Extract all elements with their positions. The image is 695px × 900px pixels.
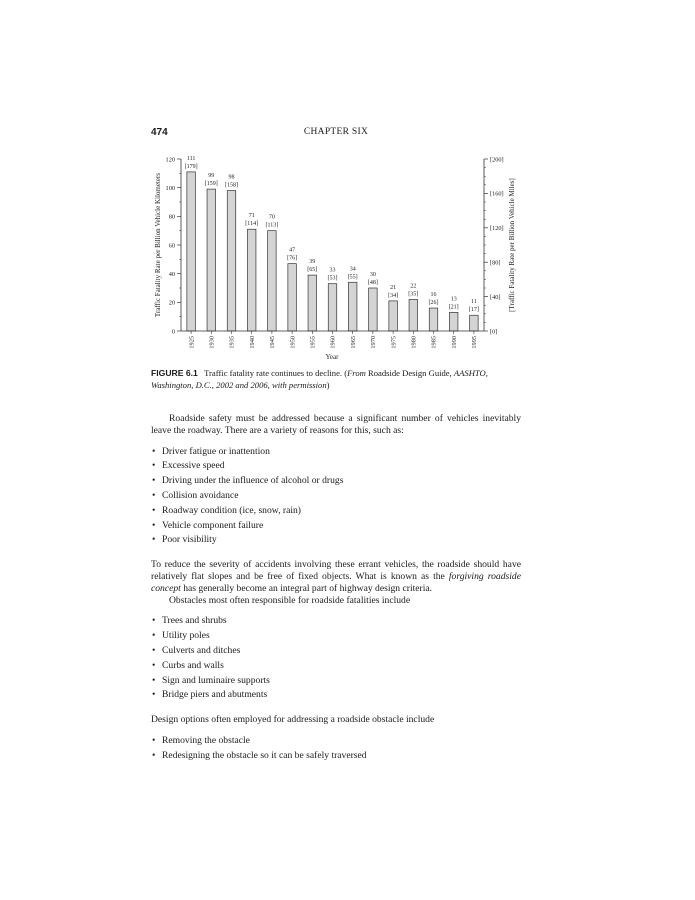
y-tick-label-left: 60 [168,242,175,250]
bar-value-label: 111 [186,155,196,162]
bar [470,315,478,331]
caption-text-2: Roadside Design Guide, [365,368,454,378]
caption-org: AASHTO, Washington, D.C., 2002 and 2006, with permission [151,368,488,390]
y-tick-label-right: [200] [490,156,504,164]
list-item: • Driver fatigue or inattention [151,445,521,460]
y-tick-label-left: 0 [171,328,175,336]
x-axis-label: Year [325,353,339,361]
list-item: • Culverts and ditches [151,644,521,659]
y-axis-left [166,156,181,335]
x-tick-label: 1980 [410,336,418,349]
x-tick-label: 1975 [390,336,398,349]
x-tick-label: 1960 [329,336,337,349]
x-tick-label: 1940 [248,336,256,349]
bar [389,301,397,331]
bar-value-label-miles: [114] [245,221,259,228]
bar [227,191,235,331]
y-tick-label-right: [40] [490,293,501,301]
para2-text-b: has generally become an integral part of highway design criteria. [180,582,433,594]
y-tick-label-right: [160] [490,190,504,198]
y-tick-label-right: [80] [490,259,501,267]
y-axis-label-right: [Traffic Fatality Rate per Billion Vehicle Miles] [508,178,516,312]
bar [207,189,215,331]
bar-value-label-miles: [17] [468,307,479,314]
list-item: • Bridge piers and abutments [151,688,521,703]
bar-value-label-miles: [21] [448,304,459,311]
bar-value-label-miles: [158] [225,182,238,189]
y-axis-label-left: Traffic Fatality Rate per Billion Vehicle Kilometers [154,172,162,318]
y-tick-label-right: [0] [490,328,498,336]
y-tick-label-right: [120] [490,225,504,233]
x-tick-label: 1995 [471,336,479,349]
design-options-list [151,734,521,764]
x-tick-label: 1950 [289,336,297,349]
obstacles-list [151,614,521,703]
paragraph-intro: Roadside safety must be addressed because a significant number of vehicles inevitably leave the roadway. There are a variety of reasons for this, such as: [151,413,521,436]
y-tick-label-left: 120 [165,156,175,164]
bar-value-label: 71 [248,213,255,220]
bar [328,284,336,331]
x-tick-label: 1945 [269,336,277,349]
list-item: • Excessive speed [151,459,521,474]
x-tick-label: 1985 [430,336,438,349]
forgiving-roadside-term: forgiving roadside concept [151,570,521,594]
bar-value-label: 98 [228,174,235,181]
bar-value-label: 30 [369,272,376,278]
list-item: • Utility poles [151,629,521,644]
list-item: • Removing the obstacle [151,734,521,749]
body-text [151,413,521,775]
y-axis-right [484,156,504,335]
caption-text-1: Traffic fatality rate continues to decline. ( [204,368,348,378]
bar-series [185,156,479,331]
bar [348,282,356,331]
y-tick-label-left: 80 [168,213,175,221]
figure-6-1-chart [0,0,695,365]
caption-from: From [347,368,366,378]
paragraph-obstacles: Obstacles most often responsible for roadside fatalities include [169,594,411,606]
list-item: • Curbs and walls [151,659,521,674]
bar-value-label: 39 [309,259,316,266]
bar-value-label-miles: [53] [327,275,338,282]
x-tick-label: 1930 [208,336,216,349]
bar-value-label-miles: [26] [428,300,439,307]
x-tick-label: 1935 [228,336,236,349]
y-tick-label-left: 40 [168,270,175,278]
bar-value-label-miles: [55] [347,274,358,281]
x-tick-label: 1965 [349,336,357,349]
bar [247,229,255,331]
bar-value-label: 34 [349,266,356,273]
x-tick-label: 1990 [450,336,458,349]
list-item: • Trees and shrubs [151,614,521,629]
bar-value-label: 70 [268,214,275,221]
x-tick-label: 1955 [309,336,317,349]
figure-caption [151,367,521,391]
figure-label: FIGURE 6.1 [151,368,198,378]
list-item: • Roadway condition (ice, snow, rain) [151,504,521,519]
list-item: • Redesigning the obstacle so it can be safely traversed [151,749,521,764]
bar-value-label-miles: [179] [184,163,198,170]
bar-value-label-miles: [34] [388,292,399,299]
paragraph-design-options: Design options often employed for addressing a roadside obstacle include [151,714,435,726]
bar [409,299,417,331]
list-item: • Vehicle component failure [151,519,521,534]
bar-value-label: 21 [390,284,397,291]
bar [449,312,457,331]
bar-value-label: 33 [329,267,336,274]
bar-value-label: 99 [208,173,215,180]
list-item: • Collision avoidance [151,489,521,504]
bar-value-label-miles: [76] [287,255,298,262]
x-tick-label: 1925 [188,336,196,349]
x-axis [181,331,484,349]
bar-value-label: 11 [471,299,477,306]
caption-text-3: ) [326,380,330,390]
bar-value-label: 47 [289,247,296,254]
bar-value-label: 22 [410,283,417,290]
chapter-title: CHAPTER SIX [303,127,369,137]
bar [308,275,316,331]
bar-value-label-miles: [65] [307,267,318,274]
list-item: • Sign and luminaire supports [151,674,521,689]
para2-text-a: To reduce the severity of accidents involving these errant vehicles, the roadside should have relatively flat slopes and be free of fixed objects. What is known as the [151,559,521,582]
page-number: 474 [151,127,168,138]
bar [429,308,437,331]
x-tick-label: 1970 [370,336,378,349]
bar [268,231,276,331]
list-item: • Driving under the influence of alcohol or drugs [151,474,521,489]
paragraph-forgiving-roadside [151,559,521,594]
bar-value-label-miles: [159] [204,181,218,188]
bar [187,172,195,331]
y-tick-label-left: 100 [165,184,175,192]
reasons-list [151,445,521,549]
bar-value-label: 16 [430,292,437,299]
list-item: • Poor visibility [151,533,521,548]
bar-value-label-miles: [113] [265,222,279,229]
bar [369,288,377,331]
bar [288,264,296,331]
bar-value-label: 13 [450,296,457,303]
bar-value-label-miles: [35] [408,291,419,298]
y-tick-label-left: 20 [168,299,175,307]
bar-value-label-miles: [48] [367,280,378,286]
